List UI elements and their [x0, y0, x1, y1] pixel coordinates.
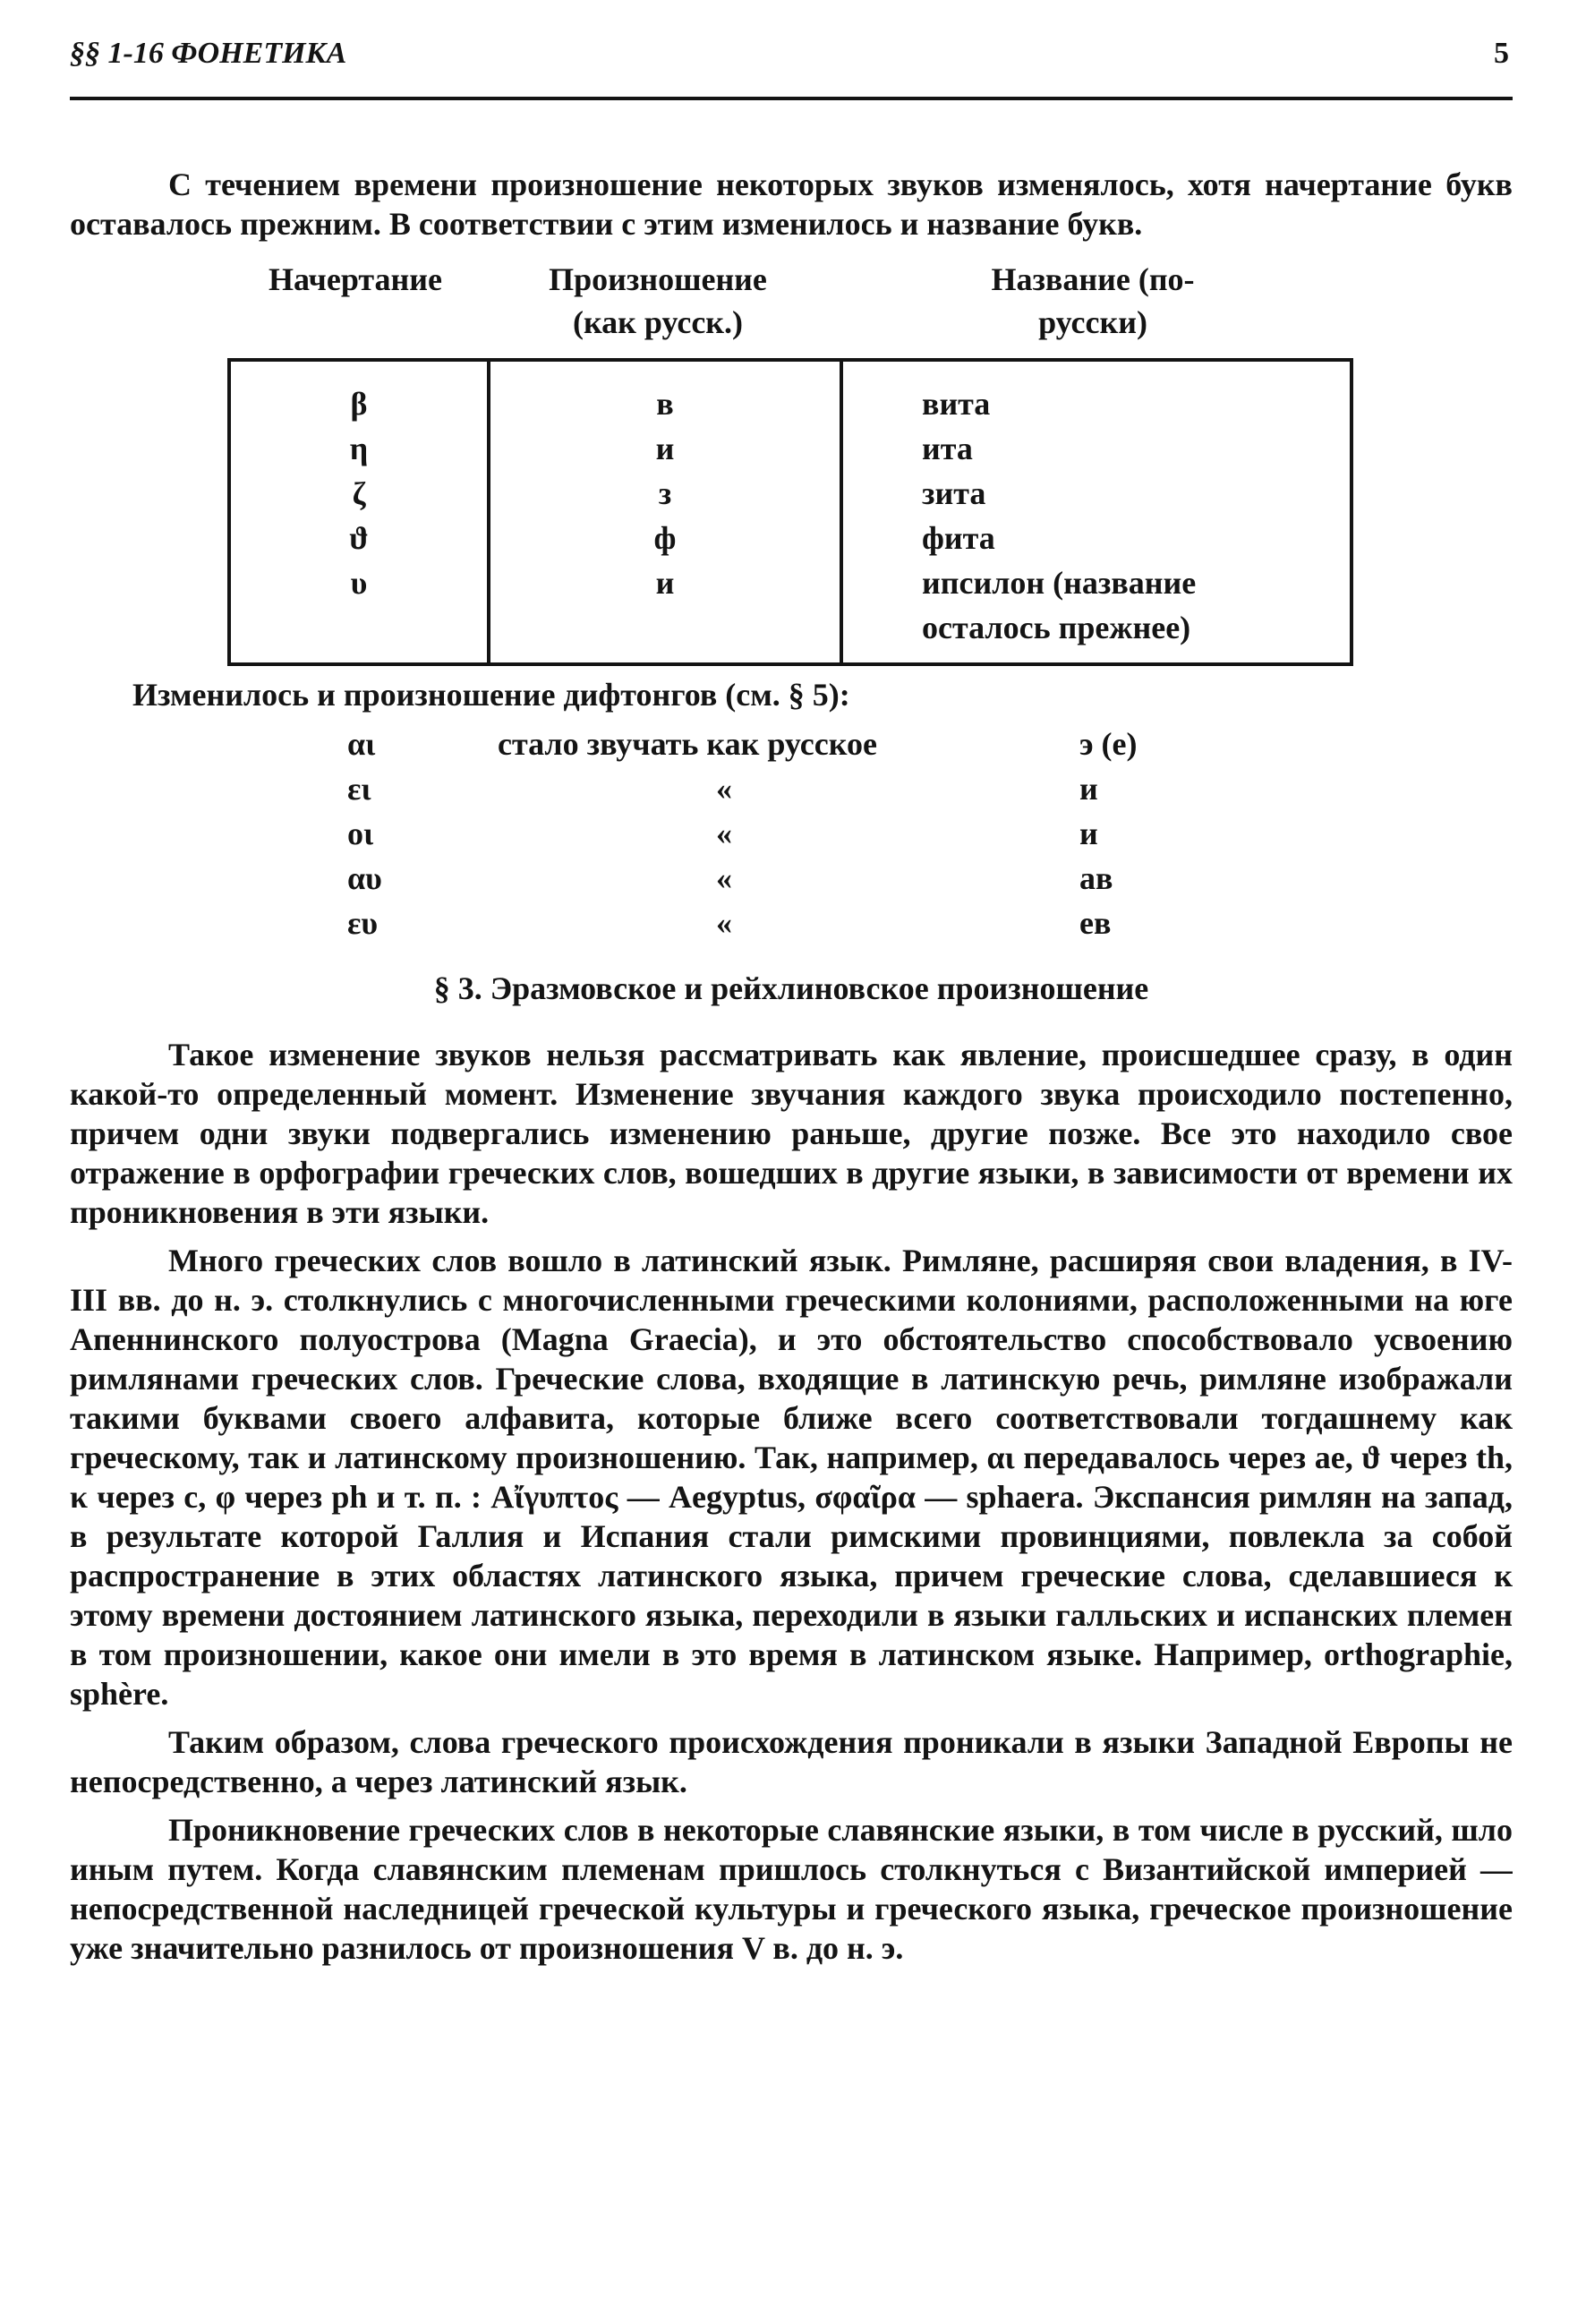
- diphthongs-list: [70, 722, 1513, 945]
- letter-name: зита: [922, 475, 986, 511]
- greek-letter: η: [349, 431, 369, 466]
- page-number: 5: [1494, 37, 1509, 70]
- pronunciation-value: и: [655, 431, 675, 466]
- diphthong: αυ: [347, 860, 382, 896]
- russian-sound: и: [1079, 816, 1098, 851]
- letters-table: [227, 358, 1353, 666]
- pronunciation-value: в: [656, 386, 674, 422]
- letters-table-headers: [70, 258, 1513, 344]
- sound-phrase: стало звучать как русское: [498, 726, 877, 762]
- section-paragraph: Много греческих слов вошло в латинский язык. Римляне, расширяя свои владения, в IV-III вв. до н. э. столкнулись с многочисленными греческими колониями, расположенными на юге Апеннинского полуострова (Magna Graecia), и это обстоятельство способствовало усвоению римлянами греческих слов. Греческие слова, входящие в латинскую речь, римляне изображали такими буквами своего алфавита, которые ближе всего соответствовали тогдашнему как греческому, так и латинскому произношению. Так, например, αι передавалось через ae, ϑ через th, κ через c, φ через ph и т. п. : Αἴγυπτος — Aegyptus, σφαῖρα — sphaera. Экспансия римлян на запад, в результате которой Галлия и Испания стали римскими провинциями, повлекла за собой распространение в этих областях латинского языка, причем греческие слова, сделавшиеся к этому времени достоянием латинского языка, переходили в языки галльских и испанских племен в том произношении, какое они имели в это время в латинском языке. Например, orthographie, sphère.: [70, 1243, 1513, 1712]
- greek-letter: υ: [350, 565, 368, 601]
- list-item: [70, 856, 1513, 901]
- section-paragraph: Таким образом, слова греческого происхождения проникали в языки Западной Европы не непосредственно, а через латинский язык.: [70, 1724, 1513, 1799]
- header-rule: [70, 97, 1513, 100]
- diphthong: ει: [347, 771, 371, 807]
- greek-letter: ζ: [352, 475, 366, 511]
- ditto-mark: «: [716, 771, 732, 807]
- letter-name: ита: [922, 431, 973, 466]
- ditto-mark: «: [716, 816, 732, 851]
- greek-letter: ϑ: [349, 520, 369, 556]
- header-name-text: Название (по-русски): [991, 261, 1195, 340]
- ditto-mark: «: [716, 860, 732, 896]
- pronunciation-col: [489, 360, 841, 664]
- list-item: [70, 766, 1513, 811]
- list-item: [70, 722, 1513, 766]
- header-pronunciation: [483, 258, 832, 344]
- book-page: [70, 36, 1513, 2292]
- russian-sound: и: [1079, 771, 1098, 807]
- diphthong: ευ: [347, 905, 379, 941]
- letter-name: вита: [922, 386, 991, 422]
- diphthong: οι: [347, 816, 374, 851]
- list-item: [70, 811, 1513, 856]
- diphthong: αι: [347, 726, 376, 762]
- russian-sound: ав: [1079, 860, 1113, 896]
- letters-col: [229, 360, 489, 664]
- section-title: § 3. Эразмовское и рейхлиновское произношение: [433, 970, 1149, 1006]
- names-col: [841, 360, 1352, 664]
- letter-name: фита: [922, 520, 995, 556]
- greek-letter: β: [350, 386, 368, 422]
- russian-sound: ев: [1079, 905, 1112, 941]
- ditto-mark: «: [716, 905, 732, 941]
- list-item: [70, 901, 1513, 945]
- running-title: §§ 1-16 ФОНЕТИКА: [70, 37, 347, 70]
- pronunciation-value: з: [658, 475, 672, 511]
- table-row: [229, 360, 1352, 664]
- pronunciation-value: и: [655, 565, 675, 601]
- header-spelling: Начертание: [269, 261, 442, 297]
- russian-sound: э (е): [1079, 726, 1138, 762]
- header-pronunciation-text: Произношение (как русск.): [549, 261, 767, 340]
- diphthongs-intro: Изменилось и произношение дифтонгов (см. § 5):: [132, 677, 850, 713]
- intro-paragraph: С течением времени произношение некоторых звуков изменялось, хотя начертание букв оставалось прежним. В соответствии с этим изменилось и название букв.: [70, 167, 1513, 242]
- section-paragraph: Такое изменение звуков нельзя рассматривать как явление, происшедшее сразу, в один какой-то определенный момент. Изменение звучания каждого звука происходило постепенно, причем одни звуки подвергались изменению раньше, другие позже. Все это находило свое отражение в орфографии греческих слов, вошедших в другие языки, в зависимости от времени их проникновения в эти языки.: [70, 1037, 1513, 1230]
- page-header: [70, 36, 1513, 72]
- letter-name: ипсилон (название осталось прежнее): [922, 565, 1197, 645]
- pronunciation-value: ф: [653, 520, 677, 556]
- header-name: [832, 258, 1353, 344]
- section-paragraph: Проникновение греческих слов в некоторые славянские языки, в том числе в русский, шло иным путем. Когда славянским племенам пришлось столкнуться с Византийской империей — непосредственной наследницей греческой культуры и греческого языка, греческое произношение уже значительно разнилось от произношения V в. до н. э.: [70, 1812, 1513, 1966]
